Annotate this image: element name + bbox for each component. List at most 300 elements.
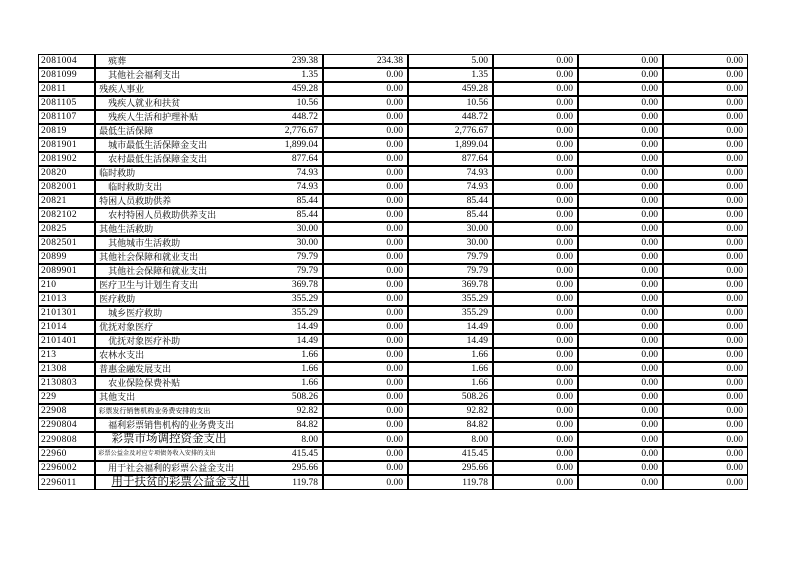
name-cell [95,278,238,292]
table-row [38,138,748,152]
amount-cell: 0.00 [323,461,408,475]
amount-cell: 369.78 [238,278,323,292]
amount-cell: 0.00 [663,68,748,82]
amount-cell: 0.00 [578,208,663,222]
amount-cell: 0.00 [663,292,748,306]
code-cell: 2101301 [38,306,95,320]
amount-cell: 0.00 [663,264,748,278]
item-name: 彩票公益金及对应专项债务收入安排的支出 [98,450,216,457]
item-name: 医疗救助 [99,294,136,304]
code-cell: 2081107 [38,110,95,124]
amount-cell: 30.00 [238,222,323,236]
amount-cell: 0.00 [578,432,663,447]
amount-cell: 14.49 [408,320,493,334]
amount-cell: 0.00 [578,54,663,68]
name-cell [95,250,238,264]
amount-cell: 0.00 [493,264,578,278]
table-row [38,306,748,320]
amount-cell: 508.26 [408,390,493,404]
table-row [38,222,748,236]
amount-cell: 74.93 [408,166,493,180]
amount-cell: 1.66 [238,348,323,362]
code-cell: 21013 [38,292,95,306]
amount-cell: 0.00 [493,82,578,96]
amount-cell: 0.00 [663,236,748,250]
amount-cell: 0.00 [578,138,663,152]
amount-cell: 0.00 [323,236,408,250]
code-cell: 20821 [38,194,95,208]
amount-cell: 0.00 [323,124,408,138]
table-row [38,348,748,362]
amount-cell: 0.00 [493,96,578,110]
code-cell: 213 [38,348,95,362]
amount-cell: 0.00 [493,236,578,250]
amount-cell: 415.45 [238,447,323,461]
amount-cell: 0.00 [663,320,748,334]
amount-cell: 0.00 [578,250,663,264]
name-cell [95,96,238,110]
amount-cell: 119.78 [238,475,323,490]
item-name: 农村最低生活保障金支出 [108,154,208,164]
amount-cell: 5.00 [408,54,493,68]
budget-table [38,54,748,490]
name-cell [95,432,238,447]
amount-cell: 0.00 [493,110,578,124]
name-cell [95,404,238,418]
amount-cell: 0.00 [493,124,578,138]
amount-cell: 1.66 [238,362,323,376]
amount-cell: 369.78 [408,278,493,292]
amount-cell: 448.72 [408,110,493,124]
amount-cell: 2,776.67 [238,124,323,138]
amount-cell: 8.00 [408,432,493,447]
amount-cell: 2,776.67 [408,124,493,138]
amount-cell: 0.00 [323,68,408,82]
item-name: 农林水支出 [99,350,145,360]
amount-cell: 0.00 [323,306,408,320]
table-row [38,236,748,250]
name-cell [95,376,238,390]
item-name: 用于社会福利的彩票公益金支出 [108,463,235,473]
amount-cell: 355.29 [238,292,323,306]
amount-cell: 0.00 [493,222,578,236]
amount-cell: 0.00 [578,390,663,404]
amount-cell: 0.00 [578,68,663,82]
amount-cell: 0.00 [663,110,748,124]
amount-cell: 0.00 [323,475,408,490]
item-name: 其他城市生活救助 [108,238,181,248]
amount-cell: 0.00 [493,68,578,82]
code-cell: 2089901 [38,264,95,278]
amount-cell: 0.00 [663,376,748,390]
amount-cell: 0.00 [323,390,408,404]
amount-cell: 0.00 [663,54,748,68]
table-row [38,166,748,180]
amount-cell: 0.00 [323,82,408,96]
amount-cell: 0.00 [493,250,578,264]
amount-cell: 0.00 [578,376,663,390]
amount-cell: 0.00 [578,152,663,166]
amount-cell: 0.00 [663,152,748,166]
name-cell [95,166,238,180]
code-cell: 20899 [38,250,95,264]
amount-cell: 0.00 [578,461,663,475]
amount-cell: 0.00 [493,180,578,194]
amount-cell: 84.82 [238,418,323,432]
amount-cell: 0.00 [323,432,408,447]
amount-cell: 0.00 [323,208,408,222]
amount-cell: 0.00 [578,110,663,124]
item-name: 用于扶贫的彩票公益金支出 [111,476,250,488]
amount-cell: 0.00 [323,180,408,194]
amount-cell: 0.00 [663,390,748,404]
amount-cell: 0.00 [663,96,748,110]
amount-cell: 0.00 [323,96,408,110]
amount-cell: 0.00 [578,362,663,376]
amount-cell: 0.00 [663,475,748,490]
amount-cell: 30.00 [408,236,493,250]
item-name: 城乡医疗救助 [108,308,163,318]
amount-cell: 0.00 [663,447,748,461]
amount-cell: 0.00 [323,334,408,348]
table-row [38,432,748,447]
amount-cell: 0.00 [578,404,663,418]
item-name: 彩票发行销售机构业务费安排的支出 [98,407,211,415]
amount-cell: 0.00 [493,475,578,490]
amount-cell: 0.00 [663,306,748,320]
table-row [38,475,748,490]
amount-cell: 459.28 [408,82,493,96]
amount-cell: 0.00 [323,447,408,461]
amount-cell: 1.35 [238,68,323,82]
item-name: 其他社会福利支出 [108,70,181,80]
amount-cell: 0.00 [663,180,748,194]
code-cell: 2081105 [38,96,95,110]
amount-cell: 0.00 [663,348,748,362]
amount-cell: 0.00 [578,96,663,110]
item-name: 特困人员救助供养 [99,196,172,206]
amount-cell: 0.00 [493,54,578,68]
item-name: 其他生活救助 [99,224,154,234]
amount-cell: 448.72 [238,110,323,124]
item-name: 城市最低生活保障金支出 [108,140,208,150]
amount-cell: 508.26 [238,390,323,404]
code-cell: 2296002 [38,461,95,475]
table-row [38,96,748,110]
amount-cell: 0.00 [493,362,578,376]
amount-cell: 1,899.04 [408,138,493,152]
amount-cell: 0.00 [663,418,748,432]
amount-cell: 355.29 [238,306,323,320]
amount-cell: 0.00 [493,461,578,475]
name-cell [95,334,238,348]
amount-cell: 0.00 [323,250,408,264]
amount-cell: 8.00 [238,432,323,447]
code-cell: 2130803 [38,376,95,390]
code-cell: 21014 [38,320,95,334]
name-cell [95,82,238,96]
amount-cell: 0.00 [323,320,408,334]
amount-cell: 30.00 [238,236,323,250]
table-row [38,208,748,222]
item-name: 医疗卫生与计划生育支出 [99,280,199,290]
table-row [38,264,748,278]
amount-cell: 1,899.04 [238,138,323,152]
amount-cell: 0.00 [493,320,578,334]
item-name: 其他社会保障和就业支出 [99,252,199,262]
amount-cell: 0.00 [578,306,663,320]
table-row [38,461,748,475]
name-cell [95,348,238,362]
amount-cell: 85.44 [238,194,323,208]
amount-cell: 0.00 [578,194,663,208]
amount-cell: 1.66 [408,362,493,376]
item-name: 残疾人生活和护理补贴 [108,112,199,122]
amount-cell: 0.00 [578,180,663,194]
amount-cell: 1.35 [408,68,493,82]
amount-cell: 74.93 [408,180,493,194]
amount-cell: 0.00 [493,138,578,152]
code-cell: 2101401 [38,334,95,348]
amount-cell: 295.66 [408,461,493,475]
amount-cell: 0.00 [663,362,748,376]
amount-cell: 0.00 [323,404,408,418]
code-cell: 22908 [38,404,95,418]
amount-cell: 0.00 [663,208,748,222]
amount-cell: 85.44 [408,208,493,222]
amount-cell: 0.00 [493,432,578,447]
amount-cell: 0.00 [493,447,578,461]
code-cell: 20819 [38,124,95,138]
amount-cell: 14.49 [238,334,323,348]
amount-cell: 0.00 [323,278,408,292]
amount-cell: 0.00 [323,362,408,376]
amount-cell: 0.00 [663,124,748,138]
code-cell: 2290804 [38,418,95,432]
amount-cell: 14.49 [238,320,323,334]
name-cell [95,390,238,404]
amount-cell: 459.28 [238,82,323,96]
table-row [38,110,748,124]
table-row [38,54,748,68]
name-cell [95,236,238,250]
amount-cell: 0.00 [578,264,663,278]
amount-cell: 0.00 [493,376,578,390]
table-row [38,180,748,194]
amount-cell: 0.00 [663,278,748,292]
amount-cell: 0.00 [663,166,748,180]
amount-cell: 0.00 [323,292,408,306]
amount-cell: 1.66 [238,376,323,390]
code-cell: 2296011 [38,475,95,490]
amount-cell: 10.56 [408,96,493,110]
table-row [38,418,748,432]
item-name: 其他支出 [99,392,136,402]
amount-cell: 14.49 [408,334,493,348]
name-cell [95,208,238,222]
name-cell [95,320,238,334]
amount-cell: 74.93 [238,166,323,180]
table-row [38,68,748,82]
item-name: 优抚对象医疗补助 [108,336,181,346]
amount-cell: 0.00 [663,194,748,208]
code-cell: 21308 [38,362,95,376]
amount-cell: 355.29 [408,292,493,306]
table-row [38,124,748,138]
amount-cell: 0.00 [663,82,748,96]
code-cell: 2082001 [38,180,95,194]
item-name: 最低生活保障 [99,126,154,136]
amount-cell: 0.00 [493,306,578,320]
item-name: 其他社会保障和就业支出 [108,266,208,276]
item-name: 临时救助 [99,168,136,178]
amount-cell: 0.00 [578,418,663,432]
code-cell: 2081099 [38,68,95,82]
amount-cell: 0.00 [323,264,408,278]
amount-cell: 0.00 [323,110,408,124]
code-cell: 20811 [38,82,95,96]
table-row [38,250,748,264]
table-row [38,447,748,461]
amount-cell: 92.82 [408,404,493,418]
item-name: 彩票市场调控资金支出 [111,433,227,445]
code-cell: 2081902 [38,152,95,166]
name-cell [95,306,238,320]
amount-cell: 0.00 [493,166,578,180]
code-cell: 20825 [38,222,95,236]
item-name: 普惠金融发展支出 [99,364,172,374]
name-cell [95,194,238,208]
amount-cell: 0.00 [578,222,663,236]
amount-cell: 0.00 [578,124,663,138]
code-cell: 229 [38,390,95,404]
amount-cell: 0.00 [578,320,663,334]
code-cell: 2082501 [38,236,95,250]
table-row [38,278,748,292]
item-name: 优抚对象医疗 [99,322,154,332]
amount-cell: 85.44 [238,208,323,222]
amount-cell: 79.79 [238,264,323,278]
budget-table-body [38,54,748,490]
item-name: 福利彩票销售机构的业务费支出 [108,420,235,430]
table-row [38,390,748,404]
code-cell: 210 [38,278,95,292]
code-cell: 2081901 [38,138,95,152]
name-cell [95,461,238,475]
name-cell [95,264,238,278]
table-row [38,376,748,390]
amount-cell: 0.00 [663,222,748,236]
amount-cell: 0.00 [578,166,663,180]
amount-cell: 355.29 [408,306,493,320]
amount-cell: 0.00 [578,348,663,362]
amount-cell: 0.00 [493,194,578,208]
amount-cell: 0.00 [663,404,748,418]
table-row [38,82,748,96]
table-row [38,404,748,418]
amount-cell: 0.00 [323,418,408,432]
item-name: 残疾人就业和扶贫 [108,98,181,108]
item-name: 殡葬 [108,56,127,66]
amount-cell: 79.79 [408,250,493,264]
item-name: 农业保险保费补贴 [108,378,181,388]
amount-cell: 0.00 [578,334,663,348]
code-cell: 20820 [38,166,95,180]
amount-cell: 0.00 [663,250,748,264]
code-cell: 2290808 [38,432,95,447]
amount-cell: 877.64 [238,152,323,166]
name-cell [95,68,238,82]
amount-cell: 0.00 [578,236,663,250]
item-name: 残疾人事业 [99,84,145,94]
amount-cell: 0.00 [323,166,408,180]
amount-cell: 85.44 [408,194,493,208]
amount-cell: 0.00 [493,278,578,292]
amount-cell: 84.82 [408,418,493,432]
amount-cell: 0.00 [323,194,408,208]
amount-cell: 0.00 [578,82,663,96]
amount-cell: 119.78 [408,475,493,490]
code-cell: 2081004 [38,54,95,68]
amount-cell: 0.00 [323,376,408,390]
amount-cell: 0.00 [578,278,663,292]
name-cell [95,110,238,124]
amount-cell: 0.00 [493,348,578,362]
code-cell: 22960 [38,447,95,461]
item-name: 临时救助支出 [108,182,163,192]
amount-cell: 79.79 [238,250,323,264]
amount-cell: 74.93 [238,180,323,194]
name-cell [95,138,238,152]
name-cell [95,475,250,490]
name-cell [95,447,238,461]
amount-cell: 0.00 [663,432,748,447]
name-cell [95,152,238,166]
amount-cell: 415.45 [408,447,493,461]
amount-cell: 0.00 [578,447,663,461]
amount-cell: 0.00 [663,138,748,152]
name-cell [95,54,238,68]
name-cell [95,418,238,432]
amount-cell: 234.38 [323,54,408,68]
amount-cell: 0.00 [323,348,408,362]
table-row [38,362,748,376]
amount-cell: 0.00 [493,334,578,348]
name-cell [95,292,238,306]
name-cell [95,180,238,194]
amount-cell: 0.00 [578,292,663,306]
amount-cell: 79.79 [408,264,493,278]
table-row [38,292,748,306]
amount-cell: 30.00 [408,222,493,236]
table-row [38,320,748,334]
amount-cell: 1.66 [408,376,493,390]
amount-cell: 0.00 [663,461,748,475]
amount-cell: 877.64 [408,152,493,166]
amount-cell: 295.66 [238,461,323,475]
table-row [38,152,748,166]
amount-cell: 0.00 [493,152,578,166]
amount-cell: 0.00 [493,404,578,418]
amount-cell: 0.00 [493,292,578,306]
item-name: 农村特困人员救助供养支出 [108,210,217,220]
name-cell [95,222,238,236]
amount-cell: 239.38 [238,54,323,68]
code-cell: 2082102 [38,208,95,222]
amount-cell: 0.00 [323,152,408,166]
amount-cell: 0.00 [323,222,408,236]
amount-cell: 1.66 [408,348,493,362]
